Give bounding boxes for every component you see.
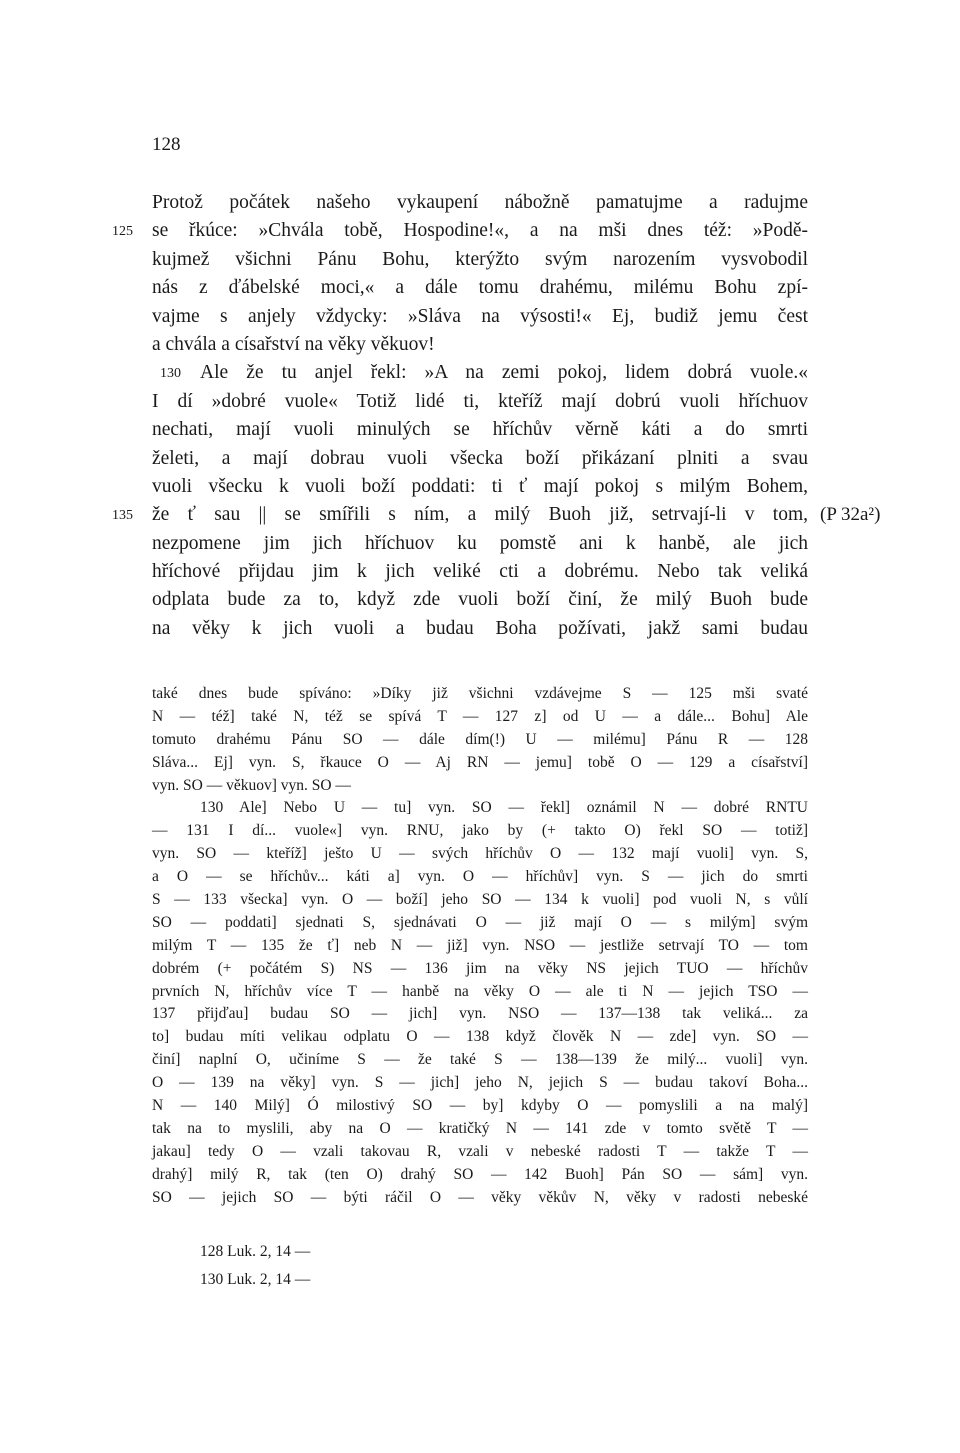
line-text: vuoli všecku k vuoli boží poddati: ti ť mají pokoj s milým Bohem, bbox=[152, 475, 808, 497]
biblical-references bbox=[200, 1238, 310, 1294]
main-text bbox=[112, 189, 881, 643]
text-line bbox=[152, 445, 808, 473]
line-text: odplata bude za to, když zde vuoli boží činí, že milý Buoh bude bbox=[152, 589, 808, 611]
apparatus-line: N — též] také N, též se spívá T — 127 z] od U — a dále... Bohu] Ale bbox=[152, 707, 808, 725]
text-line bbox=[152, 388, 808, 416]
apparatus-line: SO — poddati] sjednati S, sjednávati O — již mají O — s milým] svým bbox=[152, 913, 808, 931]
apparatus-line: Sláva... Ej] vyn. S, řkauce O — Aj RN — jemu] tobě O — 129 a císařství] bbox=[152, 753, 808, 771]
apparatus-line: vyn. SO — kteříž] ješto U — svých hříchův O — 132 mají vuoli] vyn. S, bbox=[152, 845, 808, 863]
apparatus-line: S — 133 všecka] vyn. O — boží] jeho SO — 134 k vuoli] pod vuoli N, s vůlí bbox=[152, 891, 808, 909]
line-text: na věky k jich vuoli a budau Boha požívati, jakž sami budau bbox=[152, 617, 808, 639]
apparatus-line: 130 Ale] Nebo U — tu] vyn. SO — řekl] oznámil N — dobré RNTU bbox=[200, 799, 808, 817]
apparatus-line: také dnes bude spíváno: »Díky již všichni vzdávejme S — 125 mši svaté bbox=[152, 685, 808, 702]
apparatus-line: tak na to myslili, aby na O — kratičký N — 141 zde v tomto světě T — bbox=[152, 1119, 808, 1137]
apparatus-line: milým T — 135 že ť] neb N — již] vyn. NSO — jestliže setrvají TO — tom bbox=[152, 936, 808, 954]
line-number: 130 bbox=[160, 366, 181, 382]
line-text: a chvála a císařství na věky věkuov! bbox=[152, 333, 435, 355]
apparatus-line: a O — se hříchův... káti a] vyn. O — hříchův] vyn. S — jich do smrti bbox=[152, 868, 808, 886]
text-line bbox=[152, 246, 808, 274]
text-line bbox=[152, 274, 808, 302]
critical-apparatus bbox=[152, 683, 808, 1209]
text-line bbox=[112, 501, 881, 529]
text-line bbox=[152, 558, 808, 586]
apparatus-line: — 131 I dí... vuole«] vyn. RNU, jako by (+ takto O) řekl SO — totiž] bbox=[152, 822, 808, 840]
line-text: se řkúce: »Chvála tobě, Hospodine!«, a na mši dnes též: »Podě- bbox=[152, 220, 808, 242]
text-line bbox=[152, 586, 808, 614]
text-line bbox=[152, 331, 808, 359]
apparatus-line: SO — jejich SO — býti ráčil O — věky věkův N, věky v radosti nebeské bbox=[152, 1188, 808, 1206]
apparatus-line: 137 přijďau] budau SO — jich] vyn. NSO — 137—138 tak veliká... za bbox=[152, 1005, 808, 1023]
apparatus-line: činí] naplní O, učiníme S — že také S — 138—139 že milý... vuoli] vyn. bbox=[152, 1051, 808, 1069]
text-line bbox=[152, 416, 808, 444]
line-text: vajme s anjely vždycky: »Sláva na výsosti!« Ej, budiž jemu čest bbox=[152, 305, 808, 327]
line-text: nezpomene jim jich hříchuov ku pomstě ani k hanbě, ale jich bbox=[152, 532, 808, 554]
reference-line: 128 Luk. 2, 14 — bbox=[200, 1243, 311, 1260]
line-number: 135 bbox=[112, 508, 133, 524]
text-line bbox=[152, 530, 808, 558]
line-text: kujmež všichni Pánu Bohu, kterýžto svým narozením vysvobodil bbox=[152, 248, 808, 270]
reference-line: 130 Luk. 2, 14 — bbox=[200, 1271, 311, 1288]
manuscript-folio-note: (P 32a²) bbox=[820, 504, 881, 526]
line-text: nás z ďábelské moci,« a dále tomu drahému, milému Bohu zpí- bbox=[152, 277, 808, 299]
apparatus-line: to] budau míti velikau odplatu O — 138 když člověk N — zde] vyn. SO — bbox=[152, 1028, 808, 1046]
apparatus-line: prvních N, hříchův více T — hanbě na věky O — ale ti N — jejich TSO — bbox=[152, 982, 808, 1000]
text-line bbox=[152, 189, 808, 217]
line-text: nechati, mají vuoli minulých se hříchův věrně káti a do smrti bbox=[152, 419, 808, 441]
apparatus-line: vyn. SO — věkuov] vyn. SO — bbox=[152, 776, 351, 794]
line-text: Protož počátek našeho vykaupení nábožně pamatujme a radujme bbox=[152, 192, 808, 213]
line-text: hříchové přijdau jim k jich veliké cti a dobrému. Nebo tak veliká bbox=[152, 561, 808, 583]
text-line bbox=[152, 473, 808, 501]
text-line bbox=[152, 303, 808, 331]
line-text: želeti, a mají dobrau vuoli všecka boží přikázaní plniti a svau bbox=[152, 447, 808, 469]
apparatus-line: tomuto drahému Pánu SO — dále dím(!) U — milému] Pánu R — 128 bbox=[152, 730, 808, 748]
text-line bbox=[112, 217, 808, 245]
line-text: I dí »dobré vuole« Totiž lidé ti, kteříž mají dobrú vuoli hříchuov bbox=[152, 390, 808, 412]
page-number: 128 bbox=[152, 134, 181, 155]
line-text: že ť sau || se smířili s ním, a milý Buoh již, setrvají-li v tom, bbox=[152, 504, 808, 526]
apparatus-line: O — 139 na věky] vyn. S — jich] jeho N, jejich S — budau takoví Boha... bbox=[152, 1074, 808, 1092]
apparatus-line: drahý] milý R, tak (ten O) drahý SO — 142 Buoh] Pán SO — sám] vyn. bbox=[152, 1165, 808, 1183]
text-line bbox=[152, 615, 808, 643]
apparatus-line: dobrém (+ počátém S) NS — 136 jim na věky NS jejich TUO — hříchův bbox=[152, 959, 808, 977]
line-number: 125 bbox=[112, 224, 133, 240]
line-text: Ale že tu anjel řekl: »A na zemi pokoj, lidem dobrá vuole.« bbox=[200, 362, 808, 384]
apparatus-line: N — 140 Milý] Ó milostivý SO — by] kdyby O — pomyslili a na malý] bbox=[152, 1097, 808, 1115]
text-line bbox=[152, 359, 808, 387]
apparatus-line: jakau] tedy O — vzali takovau R, vzali v nebeské radosti T — takže T — bbox=[152, 1142, 808, 1160]
